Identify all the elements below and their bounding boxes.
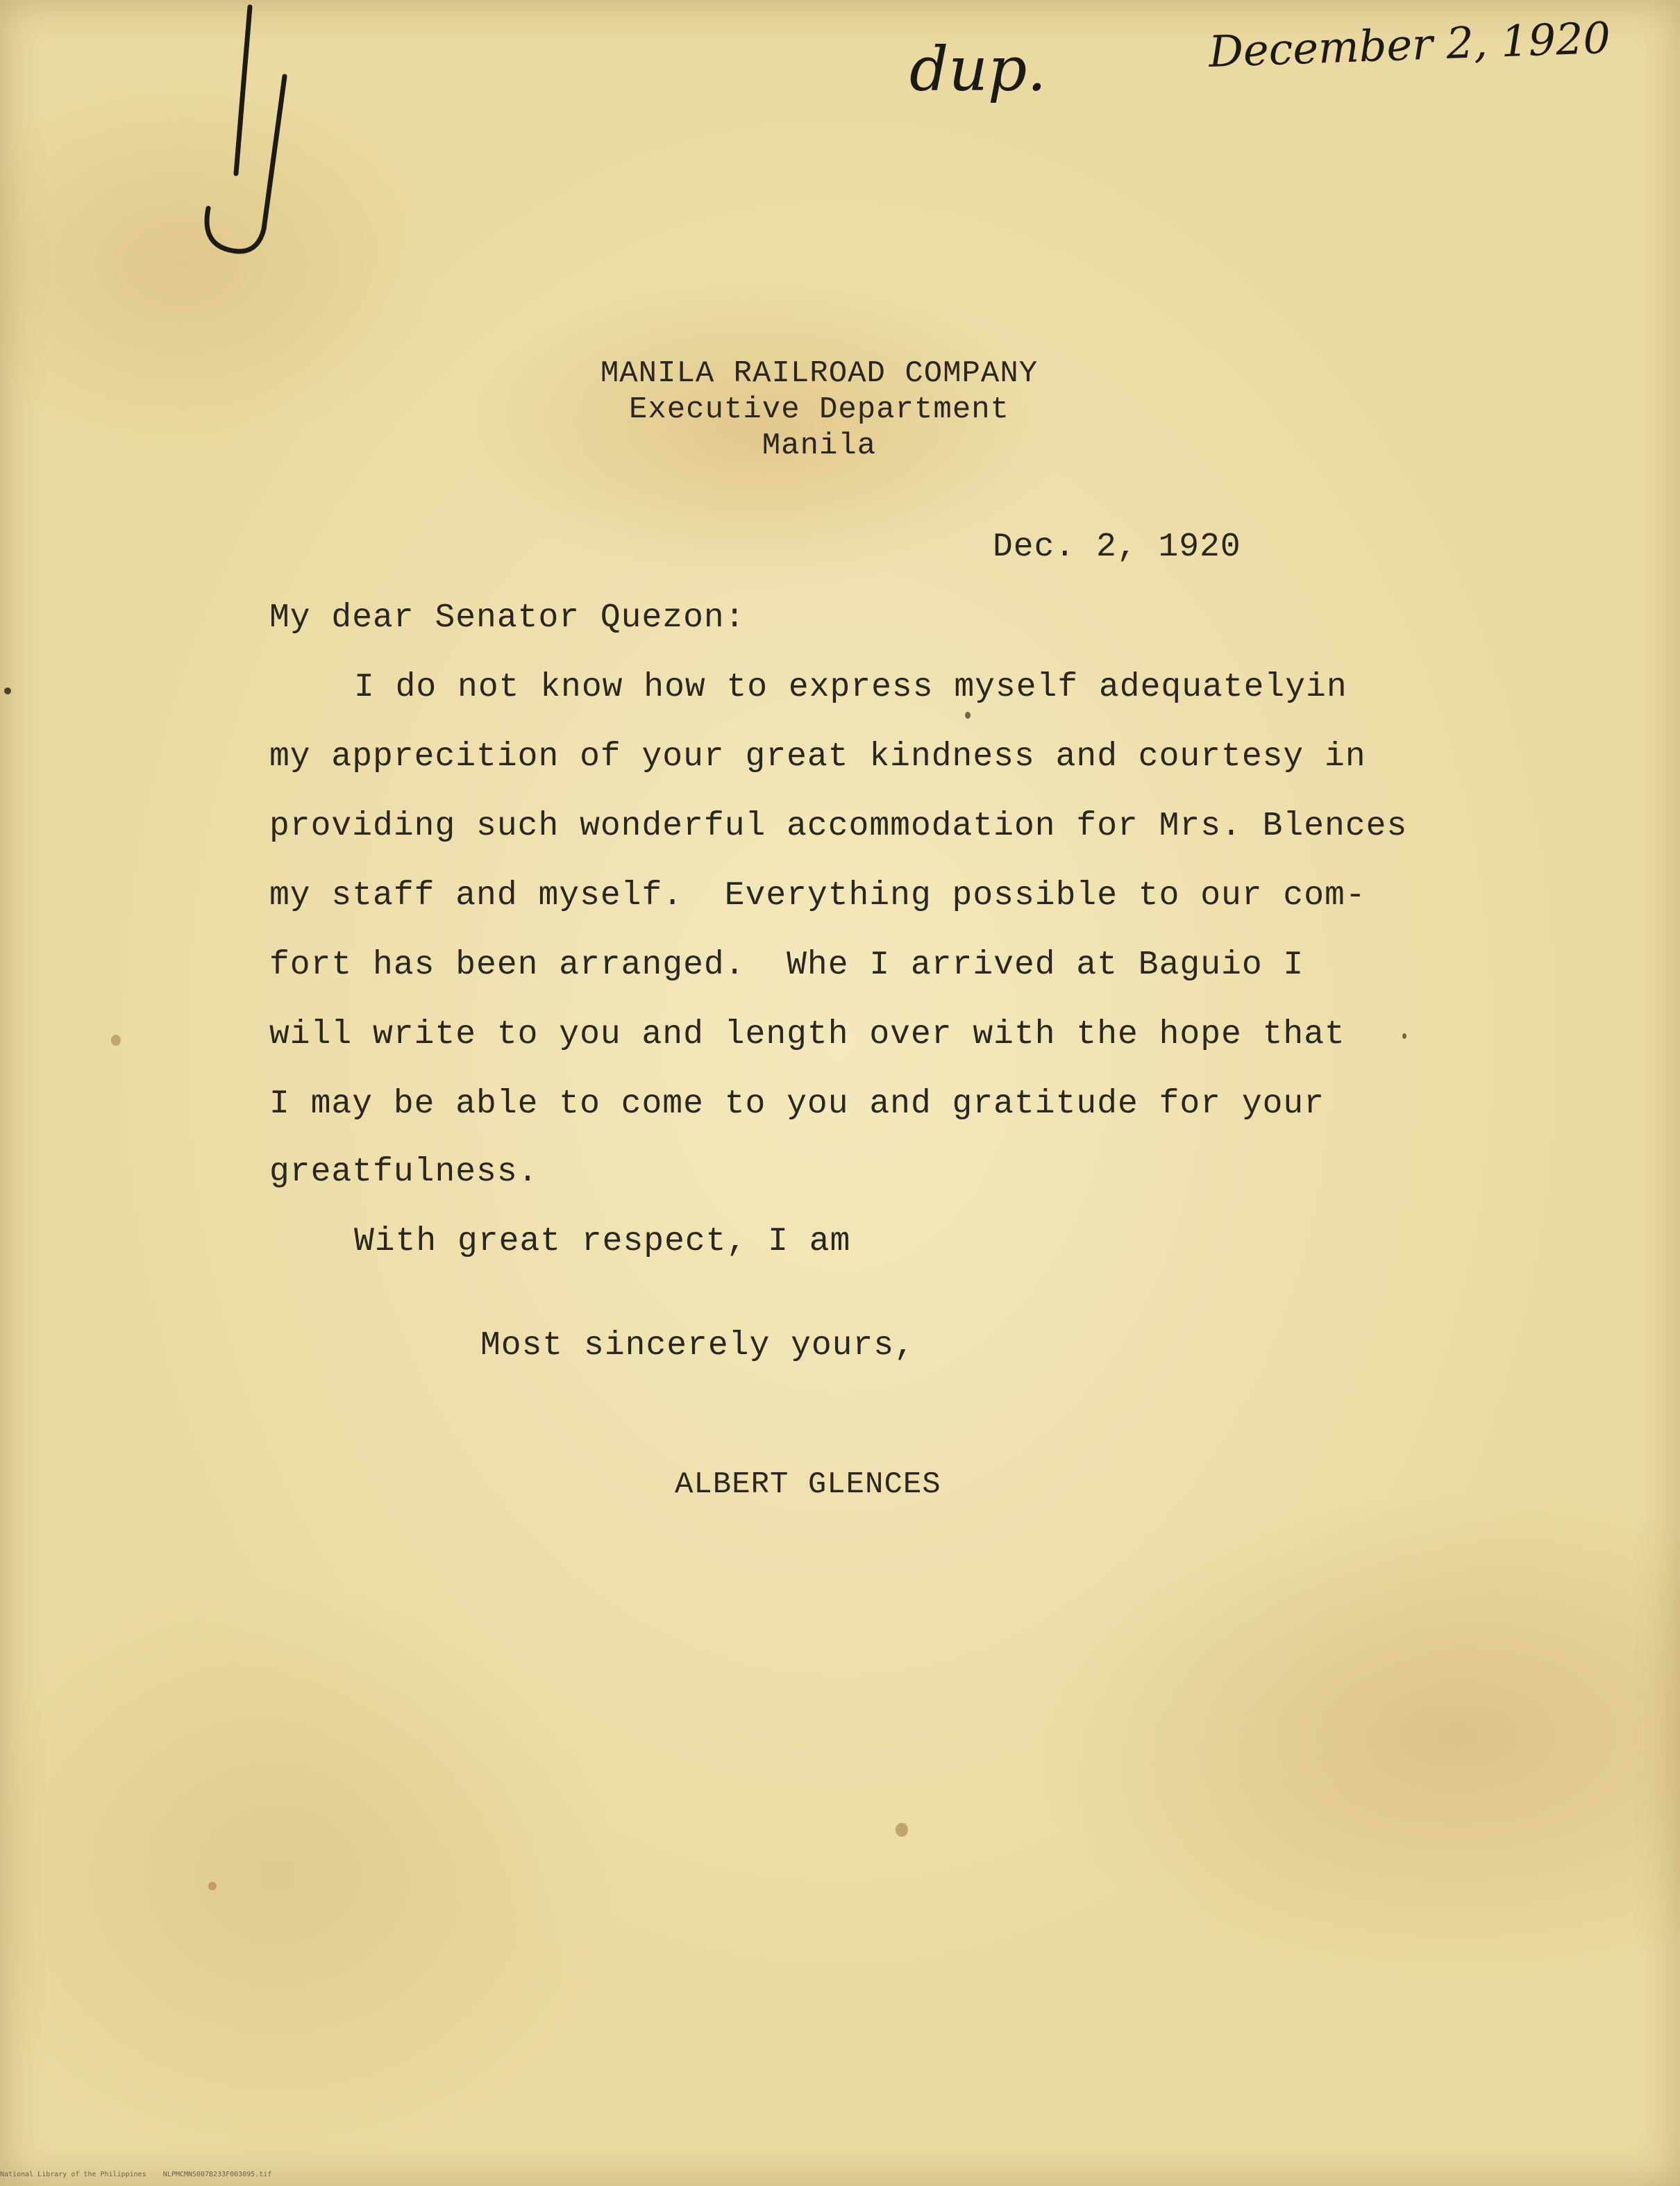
paper-clip-mark: [187, 0, 292, 264]
stain-spot: [111, 1035, 121, 1046]
body-line: my apprecition of your great kindness and courtesy in: [269, 738, 1366, 776]
body-line: providing such wonderful accommodation for Mrs. Blences: [269, 808, 1408, 845]
stain-spot: [208, 1882, 217, 1890]
body-line: will write to you and length over with the hope that: [269, 1016, 1345, 1053]
letterhead-department: Executive Department: [628, 392, 1010, 427]
body-line: I may be able to come to you and gratitude for your: [269, 1085, 1325, 1123]
letter-date: Dec. 2, 1920: [993, 528, 1241, 566]
stain-spot: [965, 712, 971, 719]
body-line: I do not know how to express myself adequatelyin: [354, 669, 1347, 706]
letterhead-city: Manila: [762, 428, 877, 463]
closing-line: With great respect, I am: [354, 1223, 851, 1260]
body-line: greatfulness.: [269, 1153, 539, 1191]
stain-spot: [4, 687, 11, 694]
letterhead-company: MANILA RAILROAD COMPANY: [600, 356, 1039, 391]
handwritten-dup-note: dup.: [909, 33, 1047, 105]
stain-spot: [1402, 1033, 1406, 1039]
stain-spot: [896, 1823, 908, 1837]
complimentary-close: Most sincerely yours,: [480, 1327, 915, 1365]
signature-name: ALBERT GLENCES: [675, 1467, 941, 1502]
handwritten-date-note: December 2, 1920: [1207, 12, 1612, 77]
body-line: my staff and myself. Everything possible to our com-: [269, 877, 1366, 915]
salutation: My dear Senator Quezon:: [269, 599, 746, 637]
scan-footer-label: National Library of the Philippines NLPMCMNS007B233F003095.tif: [0, 2171, 272, 2178]
body-line: fort has been arranged. Whe I arrived at Baguio I: [269, 946, 1304, 984]
